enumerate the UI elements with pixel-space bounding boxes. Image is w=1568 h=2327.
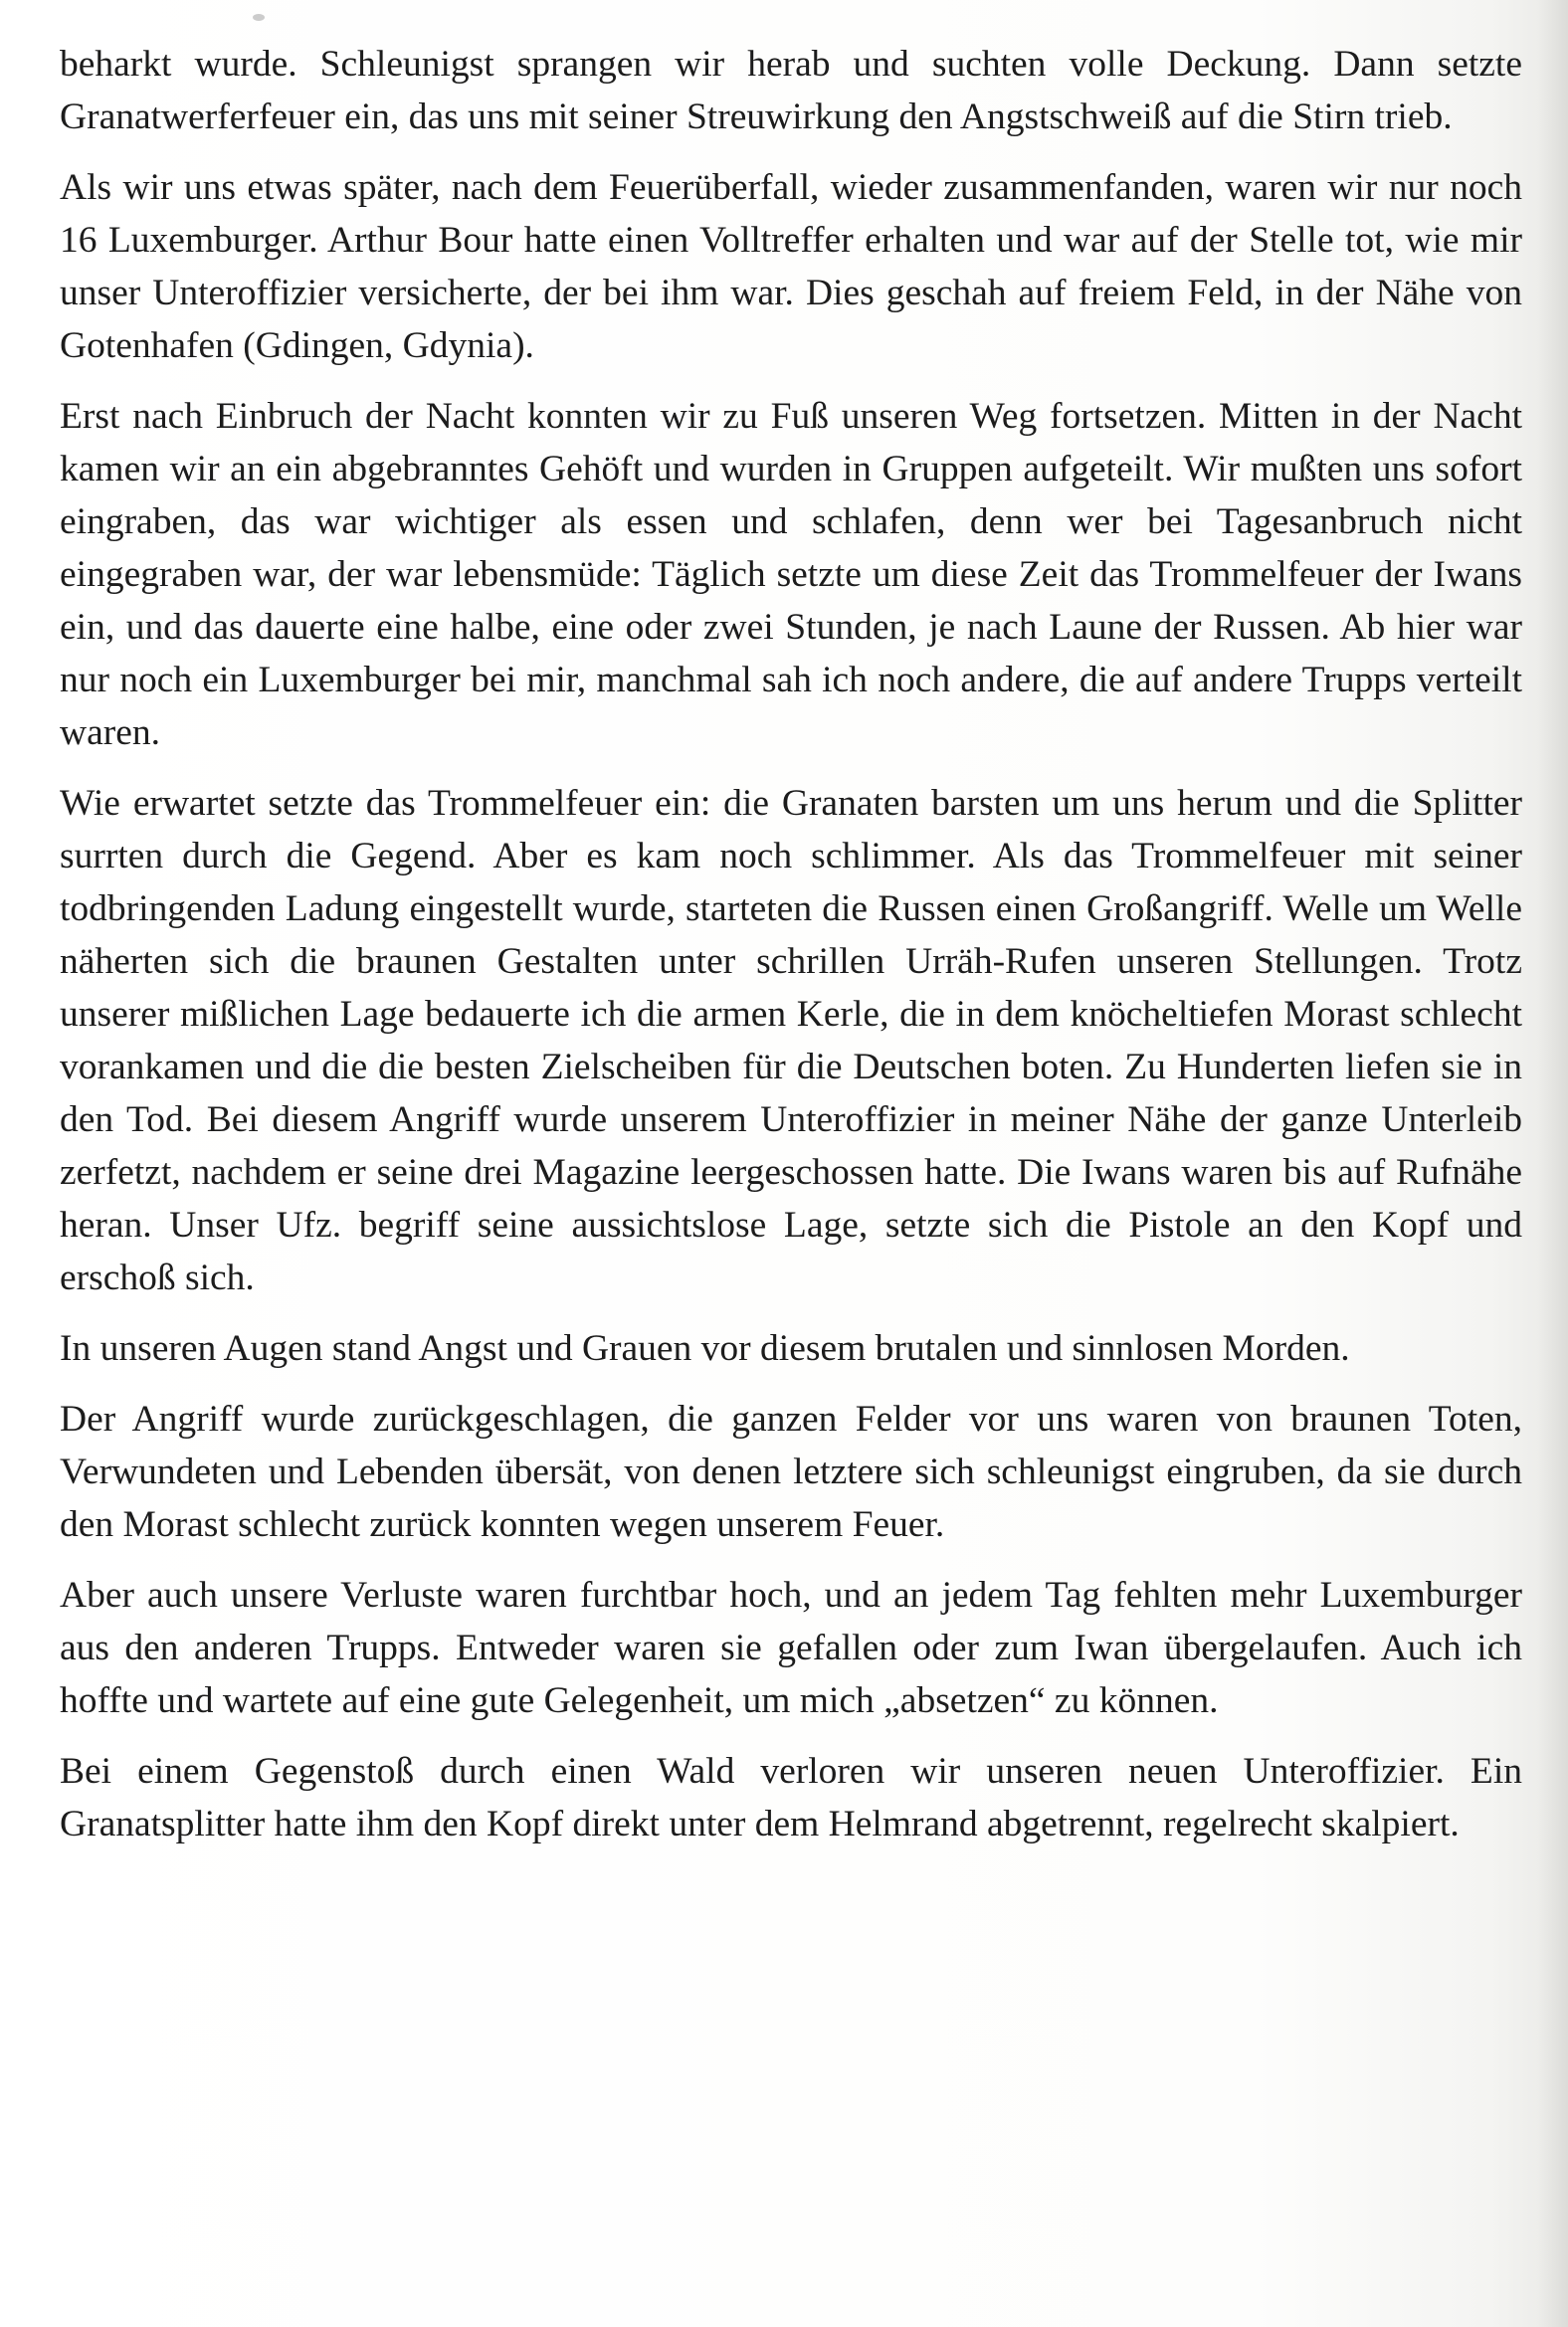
scan-speck: [253, 14, 265, 21]
paragraph: In unseren Augen stand Angst und Grauen vor diesem brutalen und sinnlosen Morden.: [60, 1328, 1350, 1369]
paragraph: Erst nach Einbruch der Nacht konnten wir zu Fuß unseren Weg fortsetzen. Mitten in der Nacht kamen wir an ein abgebranntes Gehöft und wurden in Gruppen aufgeteilt. Wir mußten uns sofort eingraben, das war wichtiger als essen und schlafen, denn wer bei Tagesanbruch nicht eingegraben war, der war lebensmüde: Täglich setzte um diese Zeit das Trommelfeuer der Iwans ein, und das dauerte eine halbe, eine oder zwei Stunden, je nach Laune der Russen. Ab hier war nur noch ein Luxemburger bei mir, manchmal sah ich noch andere, die auf andere Trupps verteilt waren.: [60, 396, 1522, 753]
page-edge-shadow: [1538, 0, 1568, 2327]
paragraph: Wie erwartet setzte das Trommelfeuer ein: die Granaten barsten um uns herum und die Splitter surrten durch die Gegend. Aber es kam noch schlimmer. Als das Trommelfeuer mit seiner todbringenden Ladung eingestellt wurde, starteten die Russen einen Großangriff. Welle um Welle näherten sich die braunen Gestalten unter schrillen Urräh-Rufen unseren Stellungen. Trotz unserer mißlichen Lage bedauerte ich die armen Kerle, die in dem knöcheltiefen Morast schlecht vorankamen und die die besten Zielscheiben für die Deutschen boten. Zu Hunderten liefen sie in den Tod. Bei diesem Angriff wurde unserem Unteroffizier in meiner Nähe der ganze Unterleib zerfetzt, nachdem er seine drei Magazine leergeschossen hatte. Die Iwans waren bis auf Rufnähe heran. Unser Ufz. begriff seine aussichtslose Lage, setzte sich die Pistole an den Kopf und erschoß sich.: [60, 783, 1522, 1298]
paragraph: Der Angriff wurde zurückgeschlagen, die ganzen Felder vor uns waren von braunen Toten, Verwundeten und Lebenden übersät, von denen letztere sich schleunigst eingruben, da sie durch den Morast schlecht zurück konnten wegen unserem Feuer.: [60, 1399, 1522, 1545]
paragraph: Aber auch unsere Verluste waren furchtbar hoch, und an jedem Tag fehlten mehr Luxemburger aus den anderen Trupps. Entweder waren sie gefallen oder zum Iwan übergelaufen. Auch ich hoffte und wartete auf eine gute Gelegenheit, um mich „absetzen“ zu können.: [60, 1575, 1522, 1721]
body-text: [60, 38, 1522, 1850]
paragraph: beharkt wurde. Schleunigst sprangen wir herab und suchten volle Deckung. Dann setzte Granatwerferfeuer ein, das uns mit seiner Streuwirkung den Angstschweiß auf die Stirn trieb.: [60, 44, 1522, 137]
paragraph: Als wir uns etwas später, nach dem Feuerüberfall, wieder zusammenfanden, waren wir nur noch 16 Luxemburger. Arthur Bour hatte einen Volltreffer erhalten und war auf der Stelle tot, wie mir unser Unteroffizier versicherte, der bei ihm war. Dies geschah auf freiem Feld, in der Nähe von Gotenhafen (Gdingen, Gdynia).: [60, 167, 1522, 366]
paragraph: Bei einem Gegenstoß durch einen Wald verloren wir unseren neuen Unteroffizier. Ein Granatsplitter hatte ihm den Kopf direkt unter dem Helmrand abgetrennt, regelrecht skalpiert.: [60, 1751, 1522, 1844]
